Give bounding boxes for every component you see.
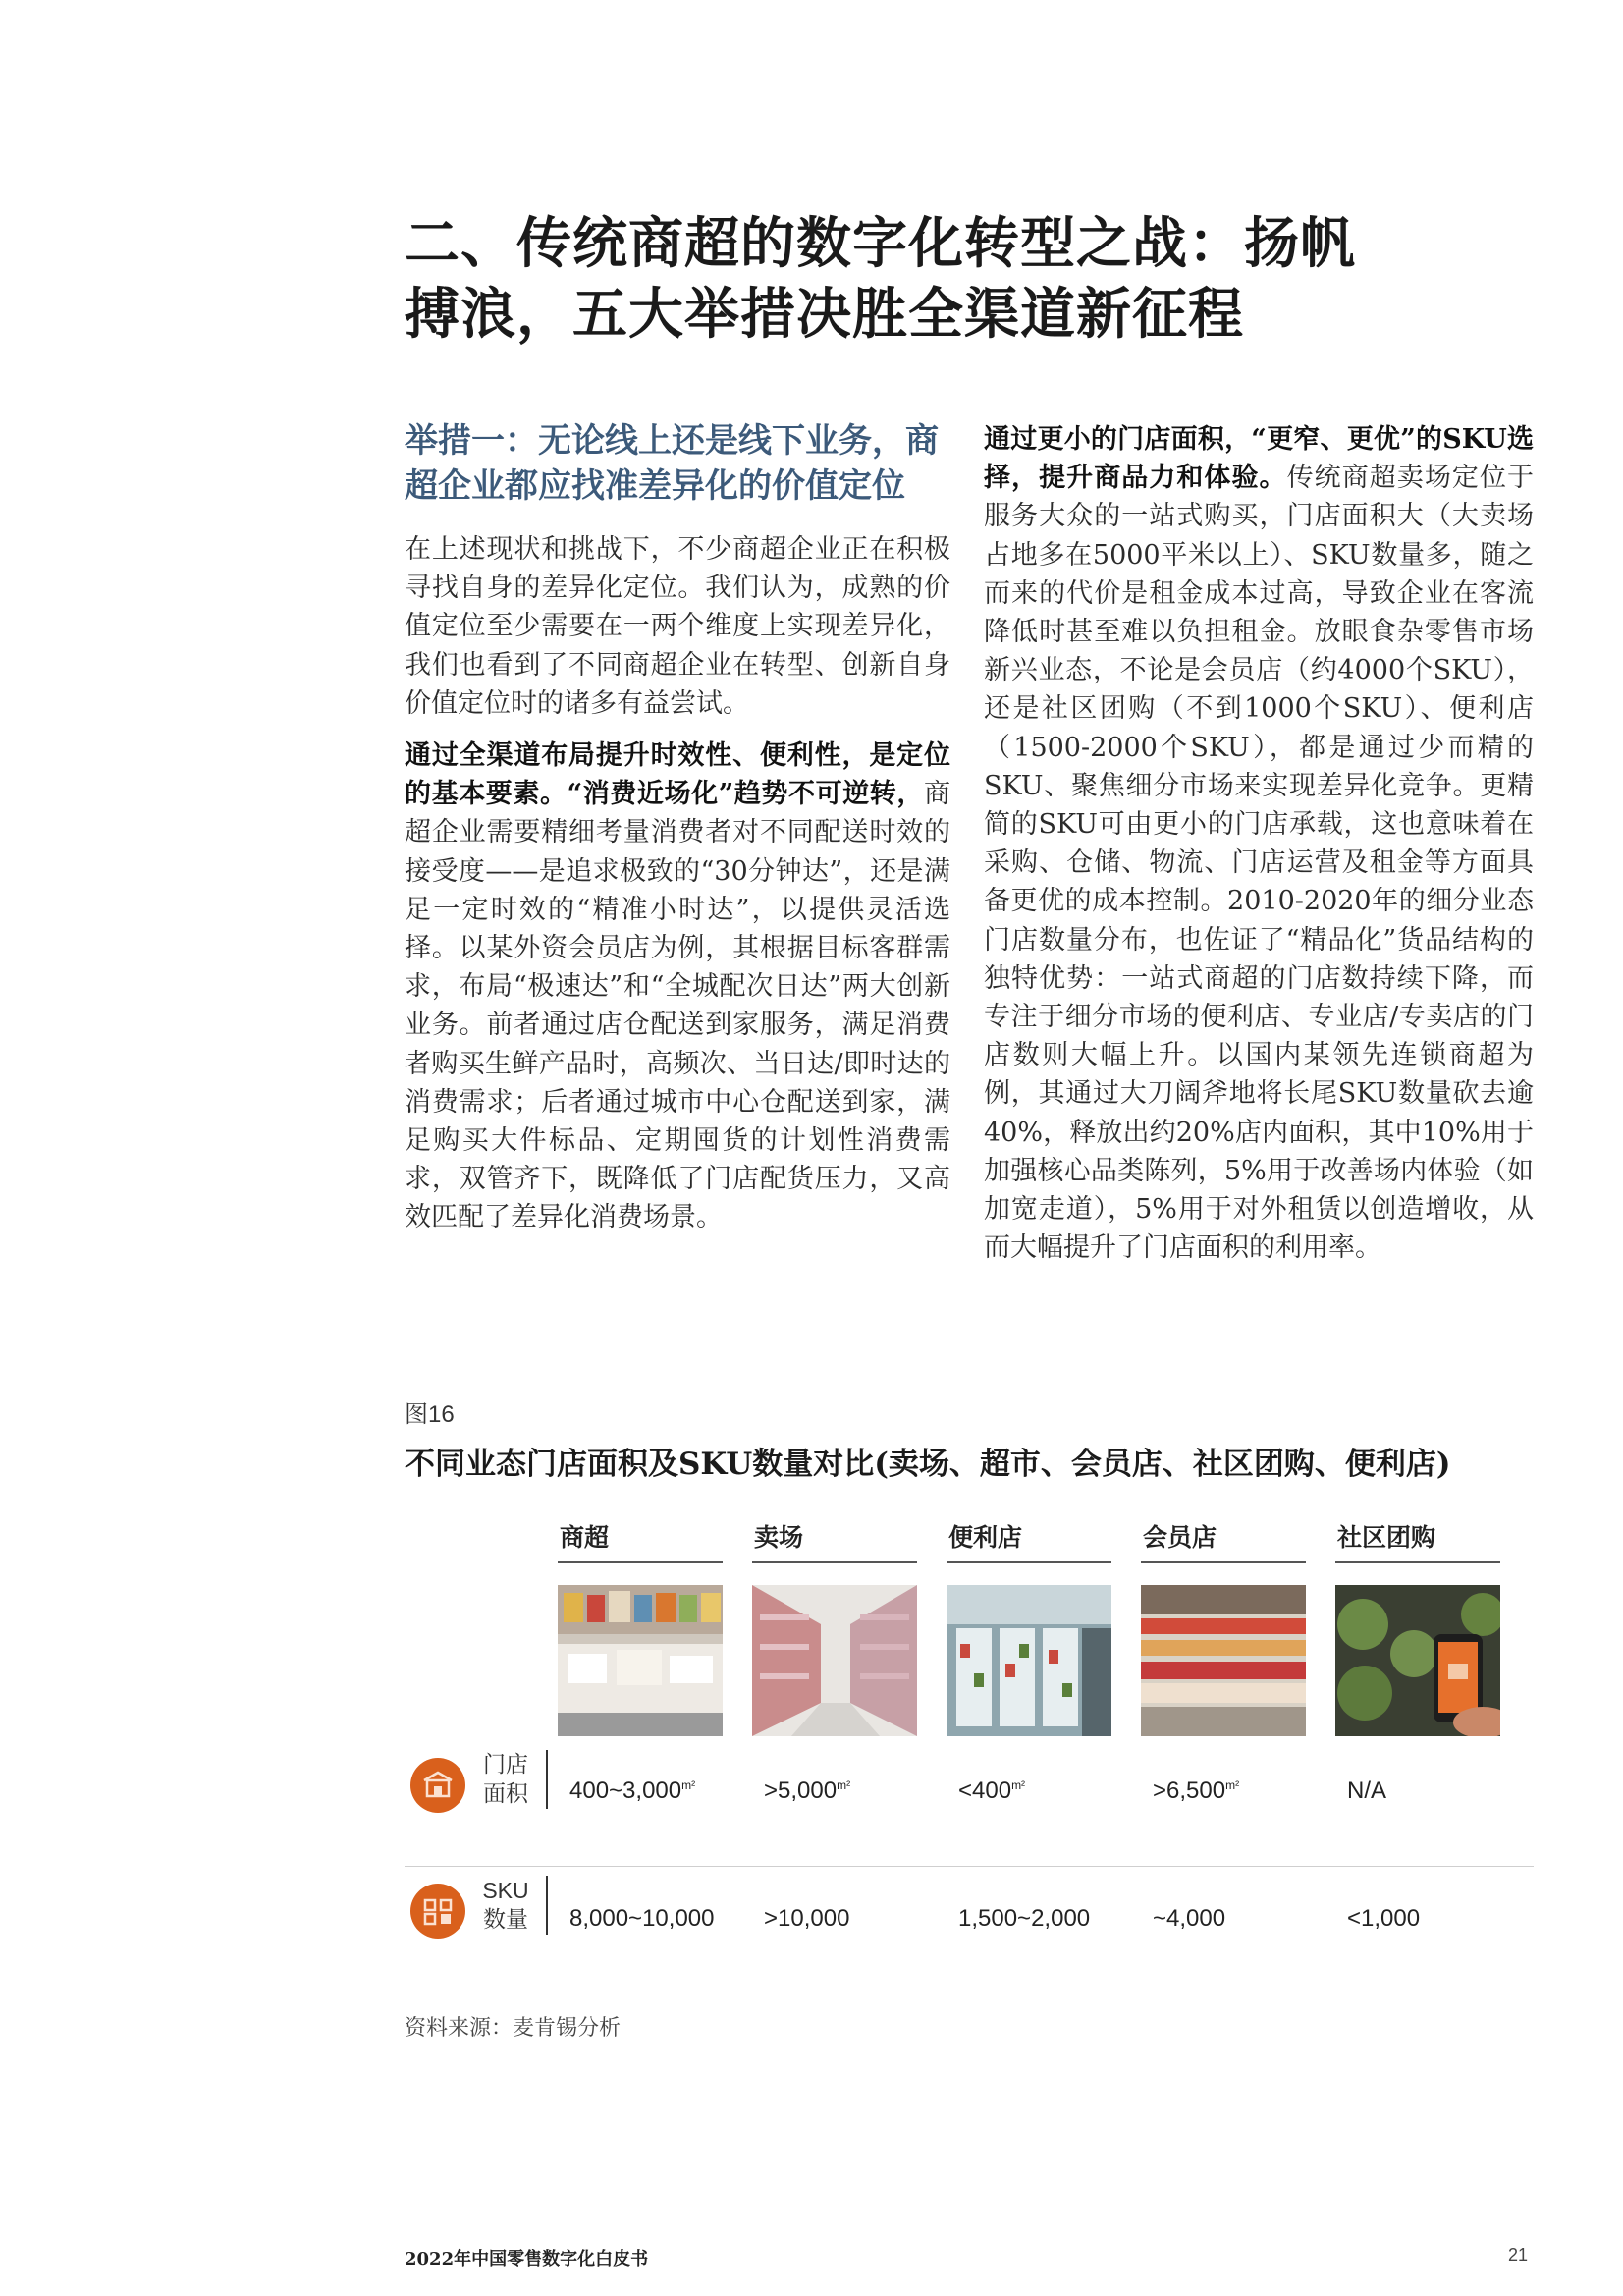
left-paragraph-2-bold: 通过全渠道布局提升时效性、便利性，是定位的基本要素。“消费近场化”趋势不可逆转， bbox=[405, 740, 950, 810]
area-value-hypermarket bbox=[764, 1777, 850, 1805]
store-area-label bbox=[475, 1750, 548, 1809]
right-paragraph-text: 传统商超卖场定位于服务大众的一站式购买，门店面积大（大卖场占地多在5000平米以上）、SKU数量多，随之而来的代价是租金成本过高，导致企业在客流降低时甚至难以负担租金。放眼食杂零售市场新兴业态，不论是会员店（约4000个SKU），还是社区团购（不到1000个SKU）、便利店（1500-2000个SKU），都是通过少而精的SKU、聚焦细分市场来实现差异化竞争。更精简的SKU可由更小的门店承载，这也意味着在采购、仓储、物流、门店运营及租金等方面具备更优的成本控制。2010-2020年的细分业态门店数量分布，也佐证了“精品化”货品结构的独特优势：一站式商超的门店数持续下降，而专注于细分市场的便利店、专业店/专卖店的门店数则大幅上升。以国内某领先连锁商超为例，其通过大刀阔斧地将长尾SKU数量砍去逾40%，释放出约20%店内面积，其中10%用于加强核心品类陈列，5%用于改善场内体验（如加宽走道），5%用于对外租赁以创造增收，从而大幅提升了门店面积的利用率。 bbox=[984, 463, 1535, 1264]
category-header-convenience: 便利店 bbox=[947, 1518, 1111, 1563]
area-unit: m² bbox=[681, 1778, 696, 1792]
store-area-label-line2: 面积 bbox=[483, 1781, 528, 1807]
area-unit: m² bbox=[837, 1778, 851, 1792]
membership-store-photo bbox=[1141, 1585, 1306, 1736]
page-number: 21 bbox=[1508, 2245, 1529, 2265]
area-value-text: 400~3,000 bbox=[569, 1777, 682, 1804]
left-column bbox=[405, 418, 950, 1251]
store-area-label-line1: 门店 bbox=[483, 1752, 528, 1777]
hypermarket-photo bbox=[752, 1585, 917, 1736]
area-value-text: <400 bbox=[958, 1777, 1012, 1804]
category-header-membership: 会员店 bbox=[1141, 1518, 1306, 1563]
sku-count-label bbox=[475, 1876, 548, 1935]
area-unit: m² bbox=[1225, 1778, 1240, 1792]
sku-count-label-line1: SKU bbox=[482, 1878, 529, 1903]
sku-count-icon bbox=[410, 1884, 465, 1939]
section-heading: 举措一：无论线上还是线下业务，商超企业都应找准差异化的价值定位 bbox=[405, 421, 939, 506]
convenience-store-photo bbox=[947, 1585, 1111, 1736]
left-paragraph-2 bbox=[405, 737, 950, 1237]
footer-title: 2022年中国零售数字化白皮书 bbox=[405, 2249, 649, 2269]
category-header-supermarket: 商超 bbox=[558, 1518, 723, 1563]
sku-value-convenience: 1,500~2,000 bbox=[958, 1905, 1091, 1932]
right-paragraph bbox=[984, 420, 1534, 1267]
table-divider bbox=[405, 1866, 1534, 1867]
left-paragraph-2-text: 商超企业需要精细考量消费者对不同配送时效的接受度——是追求极致的“30分钟达”，还是满足一定时效的“精准小时达”，以提供灵活选择。以某外资会员店为例，其根据目标客群需求，布局“极速达”和“全城配次日达”两大创新业务。前者通过店仓配送到家服务，满足消费者购买生鲜产品时，高频次、当日达/即时达的消费需求；后者通过城市中心仓配送到家，满足购买大件标品、定期囤货的计划性消费需求，双管齐下，既降低了门店配货压力，又高效匹配了差异化消费场景。 bbox=[405, 779, 950, 1233]
right-column bbox=[984, 420, 1534, 1281]
sku-value-membership: ~4,000 bbox=[1153, 1905, 1226, 1932]
area-value-membership bbox=[1153, 1777, 1239, 1805]
area-value-convenience bbox=[958, 1777, 1025, 1805]
area-value-text: >5,000 bbox=[764, 1777, 838, 1804]
area-unit: m² bbox=[1011, 1778, 1026, 1792]
area-value-text: N/A bbox=[1347, 1777, 1387, 1804]
page-title: 二、传统商超的数字化转型之战：扬帆搏浪，五大举措决胜全渠道新征程 bbox=[405, 211, 1356, 347]
sku-value-supermarket: 8,000~10,000 bbox=[569, 1905, 715, 1932]
sku-count-label-line2: 数量 bbox=[483, 1907, 528, 1933]
left-paragraph-1: 在上述现状和挑战下，不少商超企业正在积极寻找自身的差异化定位。我们认为，成熟的价值定位至少需要在一两个维度上实现差异化，我们也看到了不同商超企业在转型、创新自身价值定位时的诸多有益尝试。 bbox=[405, 534, 950, 719]
sku-value-community: <1,000 bbox=[1347, 1905, 1421, 1932]
store-area-icon bbox=[410, 1758, 465, 1813]
category-header-hypermarket: 卖场 bbox=[752, 1518, 917, 1563]
figure-source: 资料来源：麦肯锡分析 bbox=[405, 2016, 622, 2041]
category-header-community: 社区团购 bbox=[1335, 1518, 1500, 1563]
sku-value-hypermarket: >10,000 bbox=[764, 1905, 850, 1932]
supermarket-photo bbox=[558, 1585, 723, 1736]
community-group-buy-photo bbox=[1335, 1585, 1500, 1736]
area-value-text: >6,500 bbox=[1153, 1777, 1226, 1804]
figure-title: 不同业态门店面积及SKU数量对比(卖场、超市、会员店、社区团购、便利店) bbox=[405, 1447, 1451, 1482]
area-value-supermarket bbox=[569, 1777, 695, 1805]
area-value-community bbox=[1347, 1777, 1386, 1805]
figure-label: 图16 bbox=[405, 1401, 455, 1428]
right-paragraph-bold: 通过更小的门店面积，“更窄、更优”的SKU选择，提升商品力和体验。 bbox=[984, 424, 1534, 494]
